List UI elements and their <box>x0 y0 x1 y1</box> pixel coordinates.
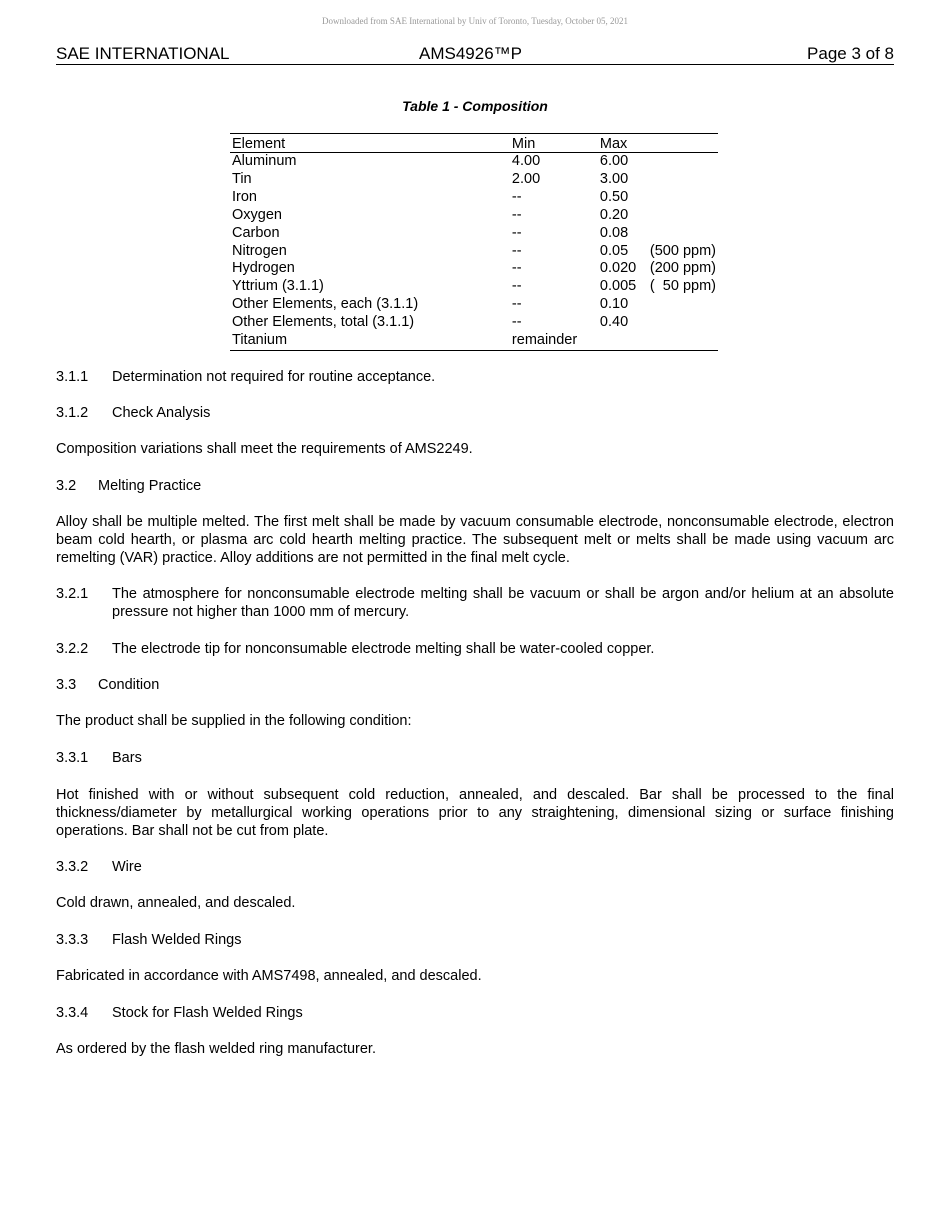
section-number: 3.1.1 <box>56 369 89 385</box>
col-header-element: Element <box>230 134 510 153</box>
section-3-3-heading <box>56 677 894 695</box>
cell-ppm <box>648 225 718 243</box>
header-org: SAE INTERNATIONAL <box>56 44 230 63</box>
cell-element: Iron <box>232 188 257 205</box>
cell-ppm <box>648 189 718 207</box>
section-text: The electrode tip for nonconsumable electrode melting shall be water-cooled copper. <box>112 641 655 657</box>
cell-max: 0.50 <box>599 188 629 205</box>
cell-max: 0.020 <box>599 260 637 277</box>
cell-ppm <box>648 296 718 314</box>
cell-element: Other Elements, each (3.1.1) <box>232 296 419 313</box>
cell-ppm <box>648 332 718 350</box>
section-number: 3.3.4 <box>56 1005 89 1021</box>
header-doc-id: AMS4926™P <box>419 44 522 63</box>
table-row <box>230 260 718 278</box>
section-3-3-4-heading <box>56 1005 894 1023</box>
table-header-row <box>230 134 718 153</box>
table-row <box>230 332 718 350</box>
cell-min: -- <box>511 242 522 259</box>
table-row <box>230 243 718 261</box>
section-number: 3.2.1 <box>56 586 89 602</box>
cell-min: remainder <box>511 332 578 349</box>
header-page-number: Page 3 of 8 <box>807 44 894 63</box>
cell-min: 2.00 <box>511 170 541 187</box>
section-3-3-3-body: Fabricated in accordance with AMS7498, annealed, and descaled. <box>56 968 482 984</box>
cell-max: 0.005 <box>599 278 637 295</box>
page-header <box>56 44 894 65</box>
section-3-3-body: The product shall be supplied in the following condition: <box>56 713 412 729</box>
cell-min: -- <box>511 314 522 331</box>
section-title: Flash Welded Rings <box>112 932 242 948</box>
section-title: Check Analysis <box>112 405 211 421</box>
cell-min: -- <box>511 224 522 241</box>
section-text: Determination not required for routine acceptance. <box>112 369 436 385</box>
cell-min: -- <box>511 206 522 223</box>
section-3-2-2 <box>56 641 894 659</box>
section-number: 3.2.2 <box>56 641 89 657</box>
cell-max: 0.08 <box>599 224 629 241</box>
section-title: Melting Practice <box>98 478 202 494</box>
col-header-max: Max <box>598 134 648 153</box>
cell-element: Titanium <box>232 332 288 349</box>
section-3-3-2-heading <box>56 859 894 877</box>
cell-max: 3.00 <box>599 170 629 187</box>
col-header-ppm <box>648 134 718 153</box>
section-3-3-3-heading <box>56 932 894 950</box>
section-title: Stock for Flash Welded Rings <box>112 1005 303 1021</box>
section-3-1-1 <box>56 369 894 387</box>
section-title: Wire <box>112 859 142 875</box>
cell-ppm <box>648 314 718 332</box>
section-3-3-1-heading <box>56 750 894 768</box>
cell-max: 0.10 <box>599 296 629 313</box>
table-body <box>230 153 718 351</box>
cell-element: Carbon <box>232 224 280 241</box>
table-row <box>230 153 718 171</box>
cell-element: Aluminum <box>232 153 297 169</box>
section-number: 3.1.2 <box>56 405 89 421</box>
cell-min: -- <box>511 188 522 205</box>
cell-max <box>598 332 648 350</box>
section-3-2-1 <box>56 586 894 622</box>
table-row <box>230 296 718 314</box>
cell-min: -- <box>511 278 522 295</box>
composition-table <box>230 133 718 351</box>
cell-max: 0.40 <box>599 314 629 331</box>
section-title: Condition <box>98 677 160 693</box>
section-3-2-body: Alloy shall be multiple melted. The first melt shall be made by vacuum consumable electrode, nonconsumable electrode, electron beam cold hearth, or plasma arc cold hearth melting practice. The subsequent melt or melts shall be made using vacuum arc remelting (VAR) practice. Alloy additions are not permitted in the final melt cycle. <box>56 514 894 566</box>
cell-element: Oxygen <box>232 206 282 223</box>
cell-ppm: (500 ppm) <box>649 242 716 259</box>
col-header-min: Min <box>510 134 598 153</box>
section-3-3-4-body: As ordered by the flash welded ring manufacturer. <box>56 1041 376 1057</box>
section-number: 3.2 <box>56 478 77 494</box>
cell-ppm: (200 ppm) <box>649 260 716 277</box>
cell-element: Hydrogen <box>232 260 295 277</box>
cell-element: Tin <box>232 170 252 187</box>
section-text: The atmosphere for nonconsumable electrode melting shall be vacuum or shall be argon and/or helium at an absolute pressure not higher than 1000 mm of mercury. <box>112 586 894 620</box>
table-row <box>230 314 718 332</box>
cell-element: Other Elements, total (3.1.1) <box>232 314 415 331</box>
section-title: Bars <box>112 750 142 766</box>
section-3-1-2-body: Composition variations shall meet the requirements of AMS2249. <box>56 441 473 457</box>
table-row <box>230 278 718 296</box>
cell-ppm: ( 50 ppm) <box>649 278 716 295</box>
cell-min: -- <box>511 260 522 277</box>
section-number: 3.3.1 <box>56 750 89 766</box>
section-3-3-1-body: Hot finished with or without subsequent cold reduction, annealed, and descaled. Bar shall be processed to the final thickness/diameter by metallurgical working operations prior to any straightening, dimensional sizing or surface finishing operations. Bar shall not be cut from plate. <box>56 787 894 839</box>
cell-ppm <box>648 207 718 225</box>
cell-min: -- <box>511 296 522 313</box>
table-row <box>230 207 718 225</box>
section-number: 3.3.3 <box>56 932 89 948</box>
download-watermark: Downloaded from SAE International by Univ of Toronto, Tuesday, October 05, 2021 <box>321 16 629 26</box>
section-3-2-heading <box>56 478 894 496</box>
table-row <box>230 225 718 243</box>
cell-min: 4.00 <box>511 153 541 169</box>
cell-max: 0.20 <box>599 206 629 223</box>
section-number: 3.3.2 <box>56 859 89 875</box>
section-3-3-2-body: Cold drawn, annealed, and descaled. <box>56 895 296 911</box>
table-title: Table 1 - Composition <box>402 98 548 114</box>
cell-max: 6.00 <box>599 153 629 169</box>
table-row <box>230 189 718 207</box>
section-number: 3.3 <box>56 677 77 693</box>
cell-max: 0.05 <box>599 242 629 259</box>
cell-ppm <box>648 153 718 171</box>
table-row <box>230 171 718 189</box>
cell-ppm <box>648 171 718 189</box>
section-3-1-2-heading <box>56 405 894 423</box>
cell-element: Nitrogen <box>232 242 287 259</box>
cell-element: Yttrium (3.1.1) <box>232 278 324 295</box>
